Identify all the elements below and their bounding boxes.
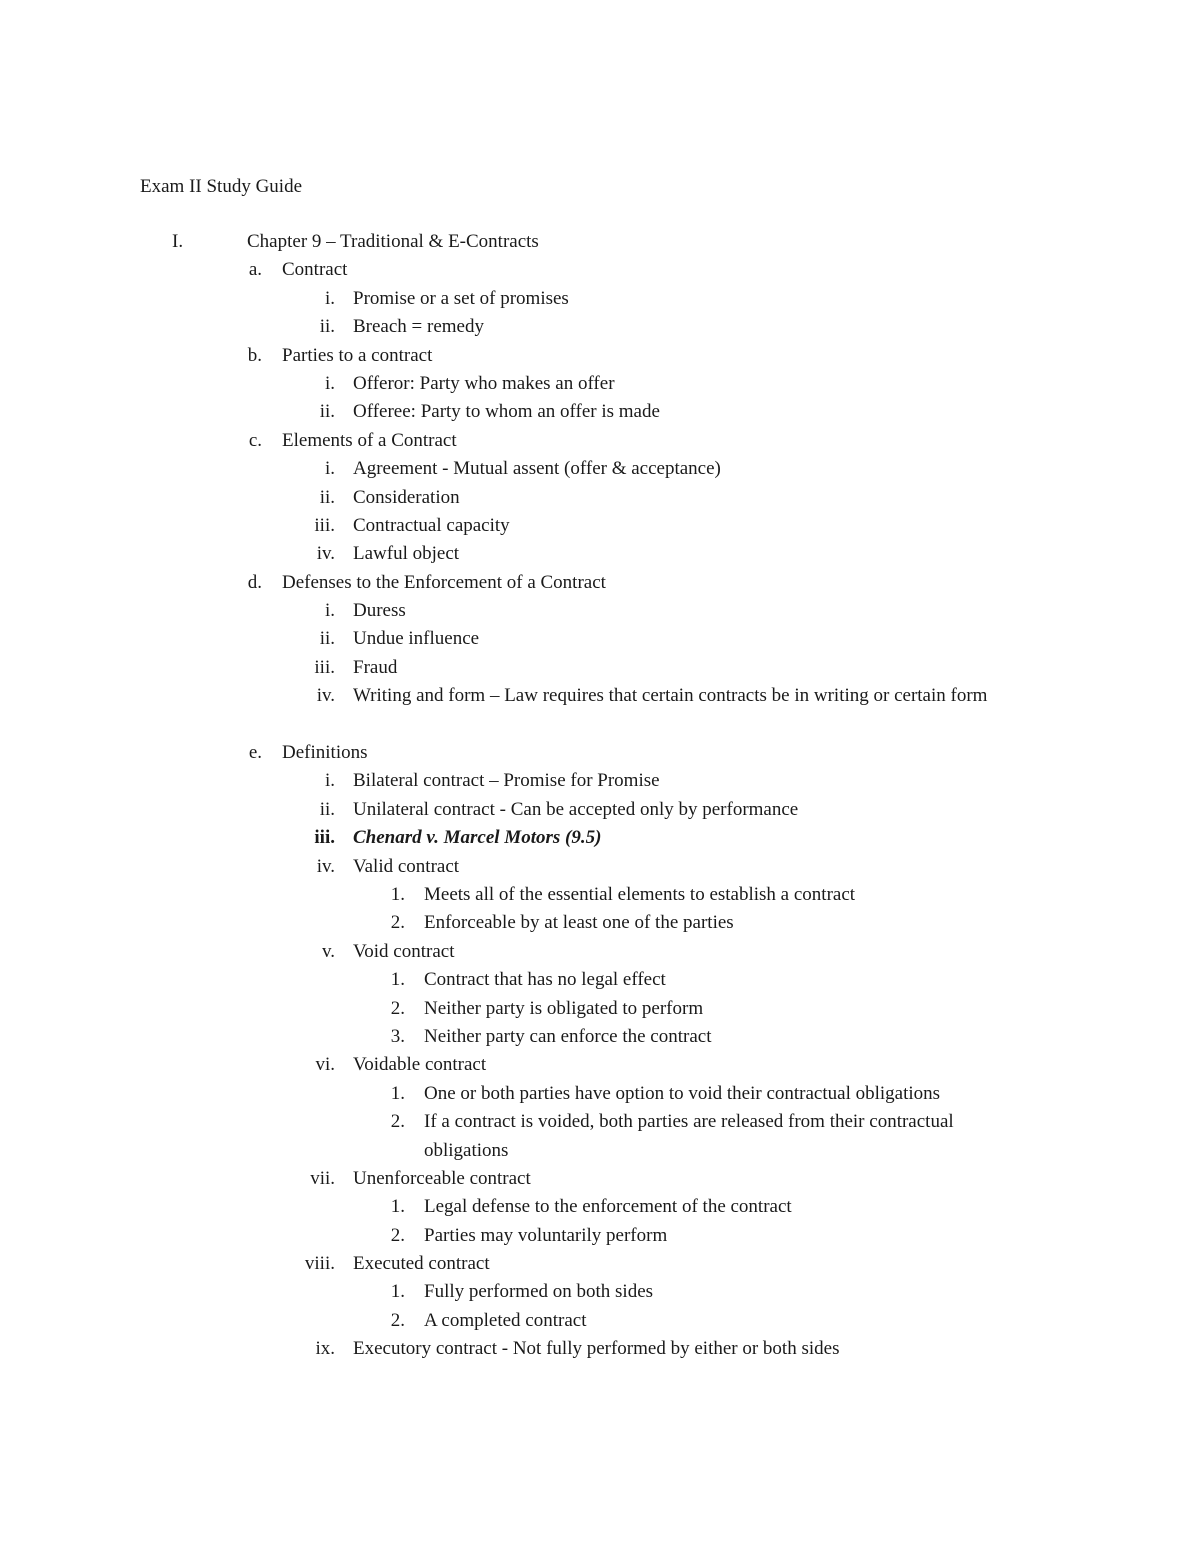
outline-subitem (0, 654, 1200, 682)
outline-text: Undue influence (353, 628, 480, 650)
outline-text: Enforceable by at least one of the parties (424, 912, 734, 934)
outline-roman: ii. (319, 486, 335, 508)
outline-roman: vi. (315, 1054, 335, 1076)
outline-arabic: 1. (390, 1196, 405, 1218)
outline-roman: ix. (315, 1338, 335, 1360)
outline-subitem (0, 597, 1200, 625)
outline-detail (0, 1307, 1200, 1335)
outline-text: Meets all of the essential elements to establish a contract (424, 884, 856, 905)
outline-arabic: 2. (390, 1224, 405, 1246)
outline-subitem (0, 1165, 1200, 1193)
outline-subitem (0, 285, 1200, 313)
outline-text: Neither party can enforce the contract (424, 1025, 712, 1047)
outline-roman: viii. (304, 1253, 335, 1275)
outline-arabic: 2. (390, 997, 405, 1019)
outline-letter: d. (247, 571, 262, 593)
outline-detail (0, 995, 1200, 1023)
outline-letter: e. (248, 742, 262, 764)
outline-text: Neither party is obligated to perform (424, 997, 704, 1019)
outline-roman: i. (324, 287, 335, 309)
outline-roman: vii. (310, 1167, 335, 1189)
outline-item-defenses (0, 569, 1200, 597)
outline-roman: iii. (314, 827, 335, 849)
outline-text: Defenses to the Enforcement of a Contract (282, 571, 606, 593)
outline-text: Contractual capacity (353, 514, 510, 536)
outline-roman: ii. (319, 401, 335, 423)
outline-detail (0, 1222, 1200, 1250)
outline-detail (0, 909, 1200, 937)
outline-subitem-case (0, 824, 1200, 852)
outline-detail (0, 1278, 1200, 1306)
outline-letter: a. (248, 259, 262, 281)
outline-detail (0, 1108, 1200, 1165)
outline-text: Definitions (282, 742, 368, 764)
outline-subitem (0, 1051, 1200, 1079)
outline-text: Unenforceable contract (353, 1167, 531, 1189)
outline-text: Promise or a set of promises (353, 287, 569, 309)
outline-letter: b. (247, 344, 262, 366)
outline-item-parties (0, 342, 1200, 370)
outline-text: A completed contract (424, 1309, 587, 1331)
outline-roman: iv. (316, 543, 335, 565)
outline-letter: c. (248, 429, 262, 451)
outline-subitem (0, 313, 1200, 341)
outline-arabic: 2. (390, 912, 405, 934)
outline-detail (0, 1023, 1200, 1051)
outline-roman: i. (324, 372, 335, 394)
outline-text: Offeror: Party who makes an offer (353, 372, 615, 394)
outline-text: Duress (353, 600, 406, 622)
outline-text: Parties may voluntarily perform (424, 1224, 668, 1246)
outline-arabic: 2. (390, 1111, 405, 1133)
outline-roman: ii. (319, 798, 335, 820)
outline-text: Breach = remedy (353, 316, 484, 338)
outline-arabic: 1. (390, 1281, 405, 1303)
outline-item-elements (0, 427, 1200, 455)
outline-text: If a contract is voided, both parties are released from their contractual obligations (424, 1111, 954, 1161)
outline-text: Contract (282, 259, 348, 281)
outline (0, 228, 1200, 1364)
outline-arabic: 2. (390, 1309, 405, 1331)
outline-section-chapter-9 (0, 228, 1200, 256)
outline-roman: i. (324, 770, 335, 792)
outline-text: Writing and form – Law requires that certain contracts be in writing or certain form (353, 685, 988, 707)
outline-subitem (0, 1335, 1200, 1363)
document-title: Exam II Study Guide (140, 176, 303, 197)
outline-text: Unilateral contract - Can be accepted only by performance (353, 798, 799, 820)
outline-subitem (0, 1250, 1200, 1278)
outline-text: Elements of a Contract (282, 429, 457, 451)
outline-arabic: 1. (390, 969, 405, 991)
outline-heading: Chapter 9 – Traditional & E-Contracts (247, 231, 539, 252)
outline-text: Voidable contract (353, 1054, 487, 1076)
outline-arabic: 3. (390, 1025, 405, 1047)
outline-roman: iv. (316, 855, 335, 877)
outline-subitem (0, 512, 1200, 540)
outline-item-contract (0, 256, 1200, 284)
outline-text: Fully performed on both sides (424, 1281, 654, 1303)
outline-text: Bilateral contract – Promise for Promise (353, 770, 660, 792)
outline-text: Legal defense to the enforcement of the contract (424, 1196, 792, 1218)
outline-detail (0, 881, 1200, 909)
outline-subitem (0, 484, 1200, 512)
case-citation: Chenard v. Marcel Motors (9.5) (353, 827, 602, 849)
outline-detail (0, 1193, 1200, 1221)
outline-text: Agreement - Mutual assent (offer & acceptance) (353, 458, 721, 480)
outline-subitem (0, 398, 1200, 426)
outline-text: Executed contract (353, 1253, 490, 1275)
outline-subitem (0, 767, 1200, 795)
outline-text: Contract that has no legal effect (424, 969, 666, 991)
outline-text: Executory contract - Not fully performed by either or both sides (353, 1338, 840, 1360)
outline-subitem (0, 370, 1200, 398)
outline-subitem (0, 796, 1200, 824)
outline-text: One or both parties have option to void their contractual obligations (424, 1082, 941, 1104)
outline-text: Fraud (353, 656, 398, 678)
outline-subitem (0, 853, 1200, 881)
outline-subitem (0, 938, 1200, 966)
outline-arabic: 1. (390, 1082, 405, 1104)
outline-roman: v. (321, 940, 335, 962)
outline-roman: iii. (314, 656, 335, 678)
outline-item-definitions (0, 739, 1200, 767)
outline-subitem (0, 455, 1200, 483)
outline-roman: iv. (316, 685, 335, 707)
outline-text: Consideration (353, 486, 460, 508)
outline-arabic: 1. (390, 884, 405, 905)
outline-text: Valid contract (353, 855, 460, 877)
outline-roman: i. (324, 458, 335, 480)
outline-detail (0, 1080, 1200, 1108)
outline-detail (0, 966, 1200, 994)
outline-roman: i. (324, 600, 335, 622)
outline-subitem (0, 625, 1200, 653)
outline-subitem (0, 540, 1200, 568)
outline-text: Lawful object (353, 543, 460, 565)
outline-subitem (0, 682, 1200, 739)
outline-roman: ii. (319, 628, 335, 650)
outline-text: Offeree: Party to whom an offer is made (353, 401, 660, 423)
outline-number: I. (172, 231, 184, 252)
outline-roman: ii. (319, 316, 335, 338)
outline-text: Void contract (353, 940, 455, 962)
outline-roman: iii. (314, 514, 335, 536)
outline-text: Parties to a contract (282, 344, 433, 366)
